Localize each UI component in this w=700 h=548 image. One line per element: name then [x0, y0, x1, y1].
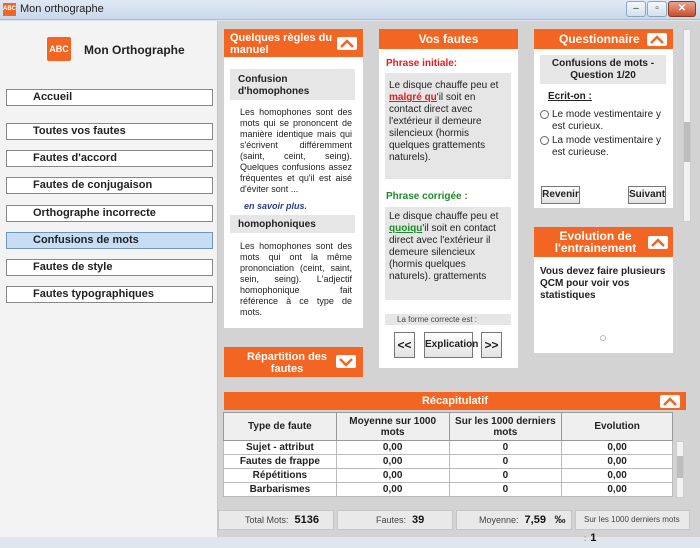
table-cell: Répétitions: [224, 469, 337, 483]
status-moyenne-unit: ‰: [554, 514, 566, 526]
initial-sentence: [389, 80, 507, 164]
table-row[interactable]: [224, 441, 673, 455]
close-button[interactable]: ✕: [668, 1, 696, 17]
initial-error: malgré qu: [389, 92, 437, 103]
table-cell: Sujet - attribut: [224, 441, 337, 455]
sidebar-item-toutes-fautes[interactable]: Toutes vos fautes: [6, 123, 213, 140]
collapse-icon[interactable]: [660, 395, 680, 408]
corrected-sentence: [389, 211, 507, 283]
recap-table: [223, 412, 673, 497]
column-header: Evolution: [562, 413, 673, 441]
radio-icon[interactable]: [540, 136, 549, 145]
explication-button[interactable]: Explication: [424, 332, 473, 358]
sidebar-item-style[interactable]: Fautes de style: [6, 259, 213, 276]
repartition-panel[interactable]: [224, 347, 363, 377]
table-cell: Barbarismes: [224, 483, 337, 497]
repartition-title: Répartition des fautes: [246, 351, 328, 375]
column-header: Moyenne sur 1000 mots: [336, 413, 449, 441]
table-cell: 0: [449, 483, 562, 497]
corrected-fix: quoiqu: [389, 223, 423, 234]
status-fautes-label: Fautes:: [376, 515, 407, 525]
table-cell: 0,00: [336, 455, 449, 469]
sidebar-item-conjugaison[interactable]: Fautes de conjugaison: [6, 177, 213, 194]
table-row[interactable]: [224, 483, 673, 497]
evolution-message: Vous devez faire plusieurs QCM pour voir vos statistiques: [540, 266, 666, 301]
revenir-button[interactable]: Revenir: [541, 186, 580, 204]
table-cell: Fautes de frappe: [224, 455, 337, 469]
scrollbar-thumb[interactable]: [677, 456, 683, 478]
status-total-value: 5136: [294, 514, 319, 526]
rules-section2-body: Les homophones sont des mots qui ont la même prononciation (ceint, saint, sein, seing). L'adjectif homophonique fait référence à ce type de mots.: [240, 241, 352, 317]
table-cell: 0: [449, 455, 562, 469]
initial-before: Le disque chauffe peu et: [389, 80, 499, 91]
rules-section1-title: Confusion d'homophones: [238, 74, 310, 97]
table-cell: 0,00: [336, 441, 449, 455]
table-cell: 0,00: [336, 469, 449, 483]
recap-title: Récapitulatif: [421, 395, 488, 407]
sidebar-item-accueil[interactable]: Accueil: [6, 89, 213, 106]
quiz-option-1-label: Le mode vestimentaire y est curieux.: [552, 109, 661, 132]
table-cell: 0,00: [562, 441, 673, 455]
minimize-button[interactable]: –: [626, 1, 646, 17]
app-icon: ABC: [3, 3, 16, 16]
status-moyenne-label: Moyenne:: [479, 515, 519, 525]
rules-panel: [224, 29, 363, 328]
rules-more-link[interactable]: en savoir plus.: [244, 201, 308, 211]
loading-icon: [600, 335, 606, 341]
rules-section2-title: homophoniques: [238, 219, 316, 230]
status-derniers-value: 1: [590, 532, 597, 544]
quiz-panel: [534, 29, 673, 208]
collapse-icon[interactable]: [337, 37, 357, 50]
quiz-option-2[interactable]: [540, 135, 668, 159]
column-header: Type de faute: [224, 413, 337, 441]
status-derniers: [575, 510, 690, 544]
status-moyenne-value: 7,59: [524, 514, 546, 526]
initial-after: 'il soit en contact direct avec l'extérieur il demeure silencieux (hormis quelques grattements naturels).: [389, 92, 486, 163]
maximize-button[interactable]: ▫: [647, 1, 667, 17]
main-scrollbar[interactable]: [683, 29, 691, 222]
table-cell: 0,00: [562, 483, 673, 497]
radio-icon[interactable]: [540, 110, 549, 119]
evolution-panel: [534, 227, 673, 353]
rules-header: Quelques règles du manuel: [224, 29, 363, 57]
fautes-panel: [379, 29, 518, 368]
status-total: [218, 510, 334, 530]
scrollbar-thumb[interactable]: [684, 122, 690, 162]
table-scrollbar[interactable]: [676, 441, 684, 498]
initial-label: Phrase initiale:: [386, 58, 458, 69]
sidebar-item-typographiques[interactable]: Fautes typographiques: [6, 286, 213, 303]
next-faute-button[interactable]: >>: [481, 332, 502, 358]
table-cell: 0,00: [562, 469, 673, 483]
expand-icon[interactable]: [336, 355, 356, 368]
status-derniers-label: Sur les 1000 derniers mots :: [584, 515, 680, 543]
quiz-header: Questionnaire: [534, 29, 673, 49]
quiz-prompt: Ecrit-on :: [548, 91, 592, 102]
table-row[interactable]: [224, 455, 673, 469]
status-moyenne: [456, 510, 572, 530]
table-cell: 0,00: [336, 483, 449, 497]
table-header-row: [224, 413, 673, 441]
table-row[interactable]: [224, 469, 673, 483]
app-logo: ABC: [47, 37, 71, 61]
evolution-header: Evolution de l'entrainement: [534, 227, 673, 257]
status-fautes: [337, 510, 453, 530]
prev-button[interactable]: <<: [394, 332, 415, 358]
table-cell: 0,00: [562, 455, 673, 469]
correct-form-label: La forme correcte est :: [397, 315, 478, 324]
fautes-header: Vos fautes: [379, 29, 518, 49]
corrected-before: Le disque chauffe peu et: [389, 211, 499, 222]
table-cell: 0: [449, 469, 562, 483]
sidebar: [0, 21, 218, 537]
suivant-button[interactable]: Suivant: [628, 186, 666, 204]
quiz-question-title: Confusions de mots - Question 1/20: [551, 58, 655, 81]
quiz-option-2-label: La mode vestimentaire y est curieuse.: [552, 135, 661, 158]
rules-section1-body: Les homophones sont des mots qui se prononcent de manière identique mais qui s'écrivent différemment (saint, ceint, seing). Quelques confusions assez fréquentes et qu'il est aisé d'éviter sont ...: [240, 107, 352, 194]
collapse-icon[interactable]: [647, 33, 667, 46]
sidebar-item-orthographe[interactable]: Orthographe incorrecte: [6, 205, 213, 222]
corrected-label: Phrase corrigée :: [386, 191, 468, 202]
corrected-after: 'il soit en contact direct avec l'extérieur il demeure silencieux (hormis quelques naturels). grattements: [389, 223, 496, 282]
collapse-icon[interactable]: [648, 236, 668, 249]
column-header: Sur les 1000 derniers mots: [449, 413, 562, 441]
quiz-option-1[interactable]: [540, 109, 668, 133]
app-title: Mon Orthographe: [84, 43, 185, 57]
sidebar-item-confusions[interactable]: Confusions de mots: [6, 232, 213, 249]
table-cell: 0: [449, 441, 562, 455]
window-title: Mon orthographe: [20, 3, 104, 15]
sidebar-item-accord[interactable]: Fautes d'accord: [6, 150, 213, 167]
status-fautes-value: 39: [412, 514, 425, 526]
title-bar: [0, 0, 700, 20]
status-total-label: Total Mots:: [245, 515, 289, 525]
recap-panel: [224, 392, 686, 410]
